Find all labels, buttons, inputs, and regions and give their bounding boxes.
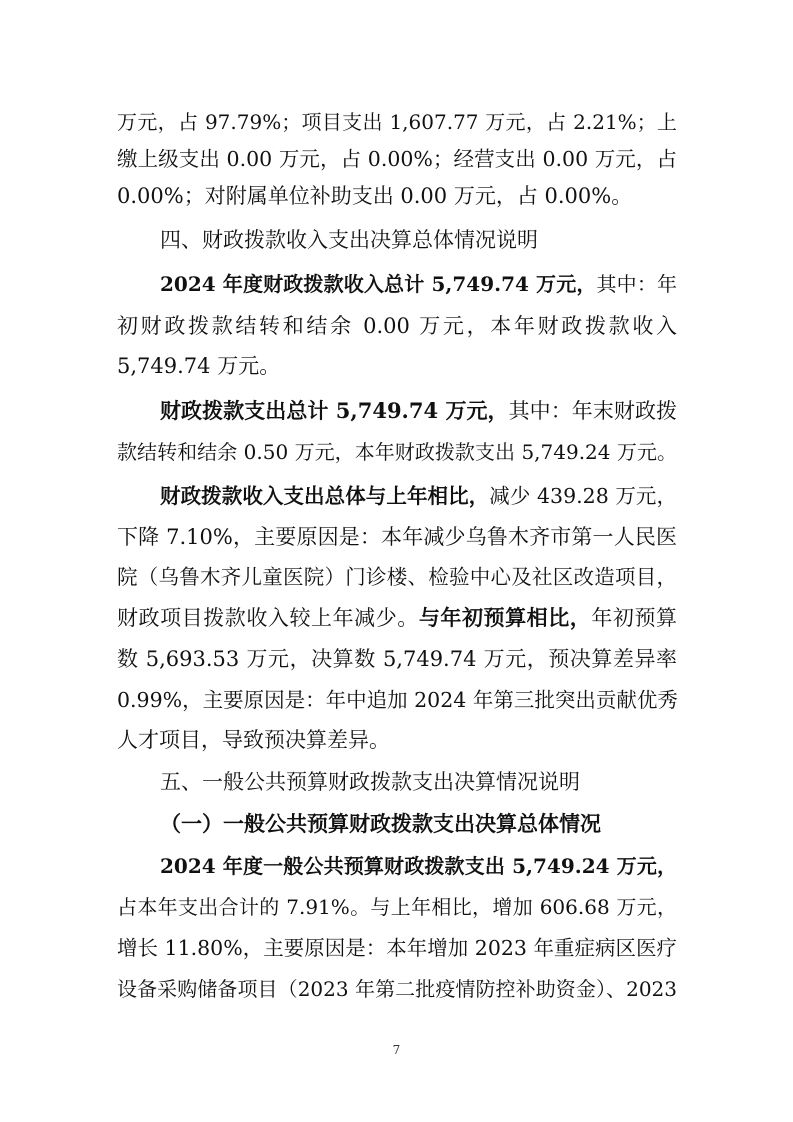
paragraph-line: 院（乌鲁木齐儿童医院）门诊楼、检验中心及社区改造项目， bbox=[117, 565, 677, 589]
text-run: 减少 439.28 万元， bbox=[489, 484, 678, 508]
paragraph-line bbox=[160, 393, 677, 429]
text-run: 年初预算 bbox=[591, 606, 678, 630]
bold-phrase: 2024 年度财政拨款收入总计 5,749.74 万元， bbox=[160, 272, 597, 296]
paragraph-line bbox=[117, 600, 677, 636]
bold-phrase: 与年初预算相比， bbox=[418, 605, 592, 630]
bold-phrase: 财政拨款支出总计 5,749.74 万元， bbox=[160, 398, 509, 423]
text-run: 财政项目拨款收入较上年减少。 bbox=[117, 606, 419, 630]
paragraph-line bbox=[160, 478, 677, 514]
text-run: 其中：年 bbox=[596, 272, 677, 296]
paragraph-line: 增长 11.80%，主要原因是：本年增加 2023 年重症病区医疗 bbox=[117, 936, 677, 960]
paragraph-line: 款结转和结余 0.50 万元，本年财政拨款支出 5,749.24 万元。 bbox=[117, 440, 677, 464]
paragraph-line: 缴上级支出 0.00 万元，占 0.00%；经营支出 0.00 万元，占 bbox=[117, 147, 677, 171]
paragraph-line: 设备采购储备项目（2023 年第二批疫情防控补助资金）、2023 bbox=[117, 977, 677, 1001]
paragraph-line: 0.00%；对附属单位补助支出 0.00 万元，占 0.00%。 bbox=[117, 184, 633, 208]
paragraph-line: 初财政拨款结转和结余 0.00 万元，本年财政拨款收入 bbox=[117, 314, 677, 338]
paragraph-line: 人才项目，导致预决算差异。 bbox=[117, 728, 390, 752]
bold-phrase: 财政拨款收入支出总体与上年相比， bbox=[160, 484, 490, 508]
paragraph-line bbox=[160, 266, 677, 302]
paragraph-line: 0.99%，主要原因是：年中追加 2024 年第三批突出贡献优秀 bbox=[117, 688, 678, 712]
paragraph-line: 占本年支出合计的 7.91%。与上年相比，增加 606.68 万元， bbox=[117, 895, 677, 919]
paragraph-line: 2024 年度一般公共预算财政拨款支出 5,749.24 万元， bbox=[160, 854, 677, 878]
paragraph-line: 5,749.74 万元。 bbox=[117, 354, 281, 378]
paragraph-line: 万元，占 97.79%；项目支出 1,607.77 万元，占 2.21%；上 bbox=[117, 110, 677, 134]
section-heading-5: 五、一般公共预算财政拨款支出决算情况说明 bbox=[160, 770, 580, 794]
paragraph-line: 下降 7.10%，主要原因是：本年减少乌鲁木齐市第一人民医 bbox=[117, 525, 677, 549]
page-number: 7 bbox=[392, 1043, 401, 1057]
text-run: 其中：年末财政拨 bbox=[508, 399, 678, 423]
section-heading-4: 四、财政拨款收入支出决算总体情况说明 bbox=[160, 228, 538, 252]
subsection-heading-5-1: （一）一般公共预算财政拨款支出决算总体情况 bbox=[160, 812, 601, 836]
paragraph-line: 数 5,693.53 万元，决算数 5,749.74 万元，预决算差异率 bbox=[117, 647, 677, 671]
